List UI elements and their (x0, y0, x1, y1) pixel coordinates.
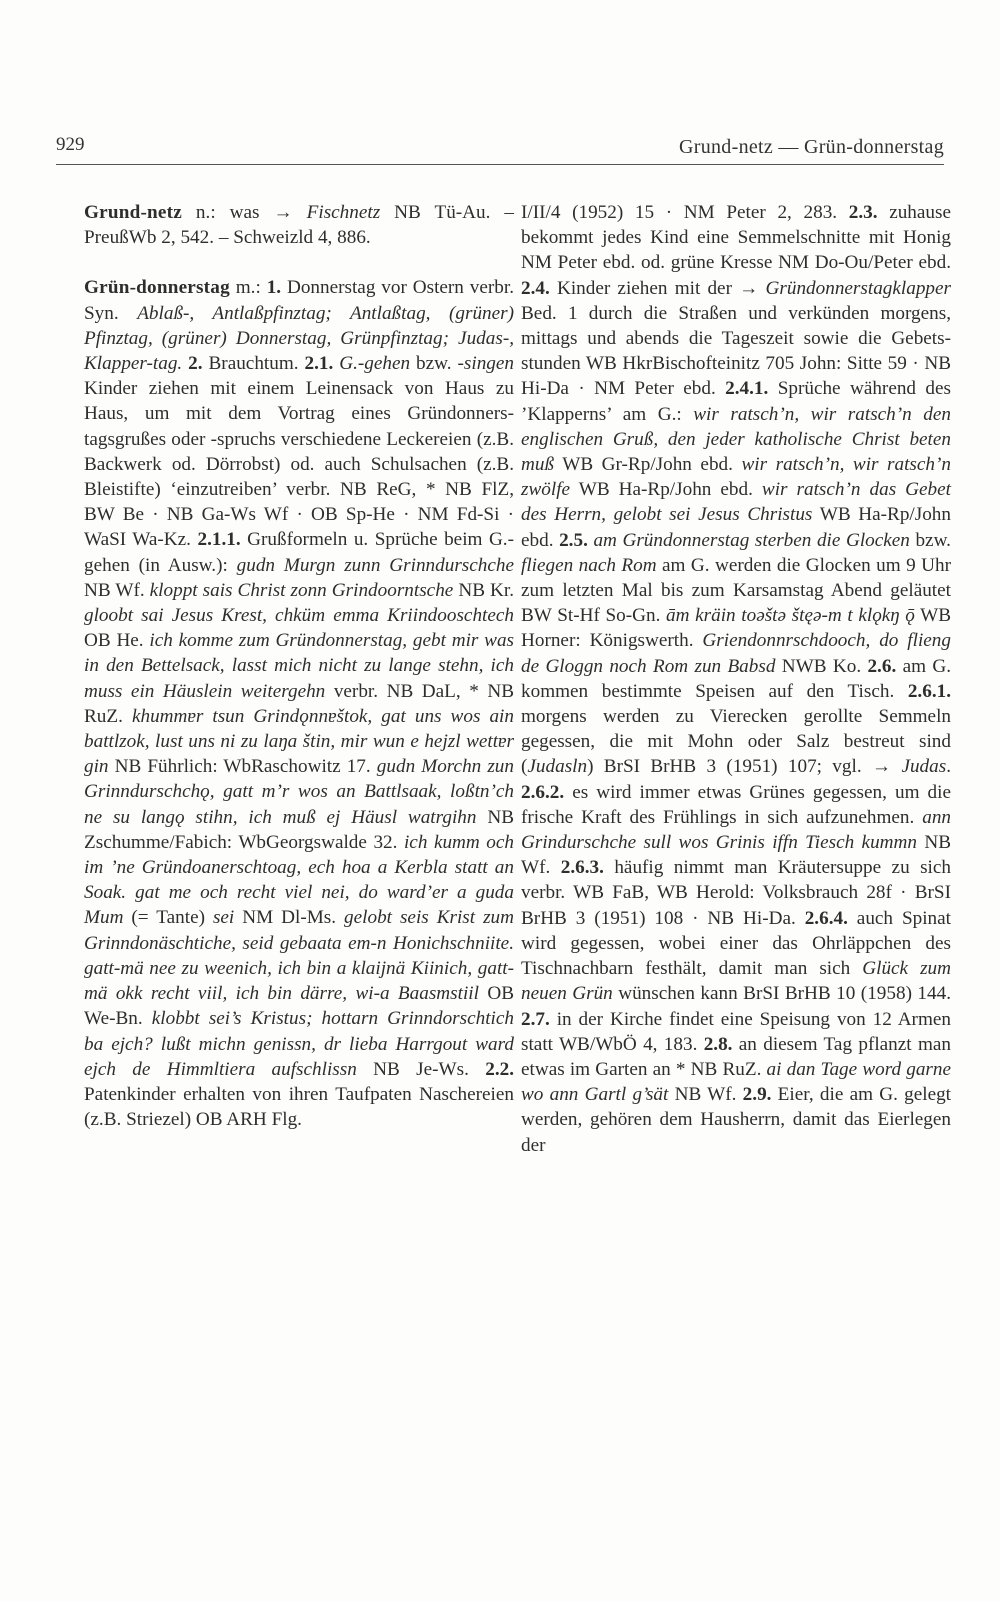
entry-text: (= Tante) (123, 907, 213, 929)
italic-text: ann Grindurschche sull wos Grinis iffn Tiesch kummn (521, 806, 951, 854)
sense-number: 2.9. (742, 1084, 772, 1106)
sense-number: 2.6.4. (804, 907, 848, 929)
sense-number: 2.8. (703, 1033, 733, 1055)
page-number: 929 (56, 134, 85, 155)
dictionary-entry (84, 275, 514, 1132)
right-column (521, 200, 951, 1158)
italic-text: am Gründonnerstag sterben die Glocken (593, 529, 910, 551)
entry-text: NWB Ko. (775, 655, 868, 677)
entry-text: ) BrSI BrHB 3 (1951) 107; vgl. → (587, 756, 902, 778)
italic-text: khummɐr tsun Grindǫnnɐštok, gat uns wos ain battlzok, lust uns ni zu laŋa štin, mir wun e hejzl wettɐr gin (84, 705, 514, 778)
entry-text: in der Kirche findet eine Speisung von 12 Armen statt WB/WbÖ 4, 183. (521, 1008, 951, 1055)
sense-number: 2.3. (848, 202, 878, 223)
headword: Grund-netz (84, 202, 182, 223)
sense-number: 2.4. (521, 277, 550, 299)
sense-number: 2.4.1. (725, 378, 769, 400)
italic-text: gelobt seis Krist zum Grinndonäschtiche, seid gebaata em-n Honichschniite. gatt-mä nee zu weenich, ich bin a klaijnä Kiinich, gatt-mä okk recht viil, ich bin därre, wi-a Baasmstiil (84, 907, 514, 1005)
entry-text: Bed. 1 durch die Straßen und verkünden morgens, mittags und abends die Tageszeit sowie die Gebetsstunden WB HkrBischofteinitz 705 John: Sitte 59 · NB Hi-Da · NM Peter ebd. (521, 302, 951, 400)
entry-text: am G. kommen bestimmte Speisen auf den Tisch. (521, 655, 951, 702)
sense-number: 2.2. (485, 1058, 515, 1080)
entry-text: Kinder ziehen mit der → (549, 277, 766, 299)
sense-number: 2. (188, 353, 203, 375)
entry-text: m.: (229, 277, 267, 299)
entry-text: verbr. NB DaL, * NB RuZ. (84, 680, 514, 727)
italic-text: sei (212, 907, 235, 929)
entry-text: zuhause bekommt jedes Kind eine Semmelschnitte mit Honig NM Peter ebd. od. grüne Kresse NM Do-Ou/Peter ebd. (521, 202, 951, 274)
italic-text: ai dan Tage word garne wo ann Gartl g’sät (521, 1058, 951, 1106)
dictionary-entry (521, 200, 951, 1158)
italic-text: fliegen nach Rom (521, 554, 657, 576)
entry-text: auch Spinat wird gegessen, wobei einer das Ohrläppchen des Tischnachbarn festhält, damit man sich (521, 907, 951, 980)
italic-text: gudn Morchn zun Grinndurschchǫ, gatt m’r wos an Battlsaak, loßtn’ch ne su langǫ stihn, ich muß ej Häusl watrgihn (84, 756, 514, 828)
entry-text: bzw. (909, 529, 951, 551)
italic-text: Glück zum neuen Grün (521, 958, 951, 1005)
italic-text: ich komme zum Gründonnerstag, gebt mir was in den Bettelsack, lasst mich nicht zu lange stehn, ich muss ein Häuslein weitergehn (84, 630, 515, 702)
italic-text: Griendonnrschdooch, do flieng de Gloggn noch Rom zun Babsd (521, 630, 951, 677)
italic-text: klobbt sei’s Kristus; hottarn Grinndorschtich ba ejch? lußt michn genissn, dr lieba Harrgout ward ejch de Himmltiera aufschlissn (84, 1008, 514, 1080)
entry-text: WB Gr-Rp/John ebd. (554, 454, 742, 476)
entry-text: morgens werden zu Vierecken gerollte Semmeln gegessen, die mit Mohn oder Salz bestreut sind ( (521, 706, 951, 778)
italic-text: gudn Murgn zunn Grinndurschche (236, 554, 514, 576)
running-title: Grund-netz — Grün-donnerstag (679, 136, 944, 158)
headword: Grün-donnerstag (84, 277, 230, 299)
italic-text: ām kräin toəštə štęə-m t klǫkŋ ǭ (666, 605, 915, 627)
dictionary-entry (84, 200, 514, 250)
italic-text: wir ratsch’n das Gebet des Herrn, gelobt sei Jesus Christus (521, 479, 951, 526)
entry-text: n.: was → (181, 202, 307, 223)
entry-text: NM Dl-Ms. (234, 907, 345, 929)
italic-text: gloobt sai Jesus Krest, chküm emma Kriindooschtech (84, 605, 514, 627)
italic-text: wir ratsch’n, wir ratsch’n zwölfe (521, 454, 951, 501)
entry-text: häufig nimmt man Kräutersuppe zu sich verbr. WB FaB, WB Herold: Volksbrauch 28f · BrSI BrHB 3 (1951) 108 · NB Hi-Da. (521, 857, 951, 929)
entry-text: . (946, 756, 951, 778)
entry-text: I/II/4 (1952) 15 · NM Peter 2, 283. (521, 202, 849, 223)
left-column (84, 200, 514, 1132)
entry-text: NB Wf. (521, 832, 952, 879)
entry-text: NB Tü-Au. – PreußWb 2, 542. – Schweizld 4, 886. (84, 202, 514, 249)
sense-number: 2.6.1. (907, 680, 951, 702)
sense-number: 2.6. (867, 655, 897, 677)
entry-text: NB Wf. (668, 1084, 743, 1106)
entry-text: wünschen kann BrSI BrHB 10 (1958) 144. (612, 983, 951, 1005)
sense-number: 2.1. (304, 353, 334, 375)
italic-text: wir ratsch’n, wir ratsch’n den englischen Gruß, den jeder katholische Christ beten muß (521, 403, 951, 476)
sense-number: 1. (266, 277, 282, 299)
entry-text: Kinder ziehen mit einem Leinensack von Haus zu Haus, um mit dem Vortrag eines Gründonnerstagsgrußes oder -spruchs verschiedene Leckereien (z.B. Backwerk od. Dörrobst) od. auch Schulsachen (z.B. Bleistifte) ‘einzutreiben’ verbr. NB ReG, * NB FlZ, BW Be · NB Ga-Ws Wf · OB Sp-He · NM Fd-Si · WaSI Wa-Kz. (84, 378, 514, 551)
sense-number: 2.6.3. (560, 857, 604, 879)
italic-text: Fischnetz (306, 202, 381, 223)
italic-text: Judasln (527, 756, 588, 778)
entry-text: NB Kr. (453, 579, 514, 601)
sense-number: 2.5. (559, 529, 588, 551)
italic-text: ich kumm och im ’ne Gründoanerschtoag, ech hoa a Kerbla statt an Soak. gat me och recht viel nei, do ward’er a guda Mum (84, 831, 514, 929)
page-header (56, 134, 944, 165)
sense-number: 2.6.2. (521, 781, 565, 803)
italic-text: G.-gehen (339, 353, 411, 375)
italic-text: Judas (901, 756, 947, 778)
entry-text: NB Zschumme/Fabich: WbGeorgswalde 32. (84, 806, 514, 853)
italic-text: Gründonnerstagklapper (765, 277, 951, 299)
entry-text: WB Ha-Rp/John ebd. (570, 479, 762, 501)
entry-text: WB Ha-Rp/John ebd. (521, 504, 951, 551)
entry-text: Brauchtum. (202, 353, 305, 375)
entry-text: Eier, die am G. gelegt werden, gehören dem Hausherrn, damit das Eierlegen der (521, 1084, 952, 1156)
entry-text: bzw. (410, 353, 458, 375)
sense-number: 2.1.1. (197, 529, 241, 551)
italic-text: Ablaß-, Antlaßpfinztag; Antlaßtag, (grüner) Pfinztag, (grüner) Donnerstag, Grünpfinztag; Judas-, Klapper-tag. (84, 302, 515, 375)
entry-text: Patenkinder erhalten von ihren Taufpaten Naschereien (z.B. Striezel) OB ARH Flg. (84, 1083, 514, 1131)
entry-text: es wird immer etwas Grünes gegessen, um die frische Kraft des Frühlings in sich aufzunehmen. (521, 781, 951, 828)
italic-text: kloppt sais Christ zonn Grindoorntsche (149, 579, 454, 601)
entry-text: OB He. (84, 630, 150, 652)
entry-text: an diesem Tag pflanzt man etwas im Garten an * NB RuZ. (521, 1033, 951, 1080)
entry-text: NB Führlich: WbRaschowitz 17. (108, 756, 377, 778)
entry-text: am G. werden die Glocken um 9 Uhr zum letzten Mal bis zum Karsamstag Abend geläutet BW St-Hf So-Gn. (521, 554, 951, 627)
entry-text: Grußformeln u. Sprüche beim G.-gehen (in Ausw.): (84, 529, 514, 576)
entry-text: OB We-Bn. (84, 983, 514, 1030)
entry-text: NB Wf. (84, 579, 150, 601)
entry-text: WB Horner: Königswerth. (521, 605, 951, 652)
entry-text: Sprüche während des ’Klapperns’ am G.: (521, 378, 951, 425)
italic-text: -singen (457, 353, 515, 375)
entry-text: NB Je-Ws. (356, 1058, 486, 1080)
sense-number: 2.7. (521, 1008, 550, 1030)
entry-text: Donnerstag vor Ostern verbr. Syn. (84, 277, 515, 324)
